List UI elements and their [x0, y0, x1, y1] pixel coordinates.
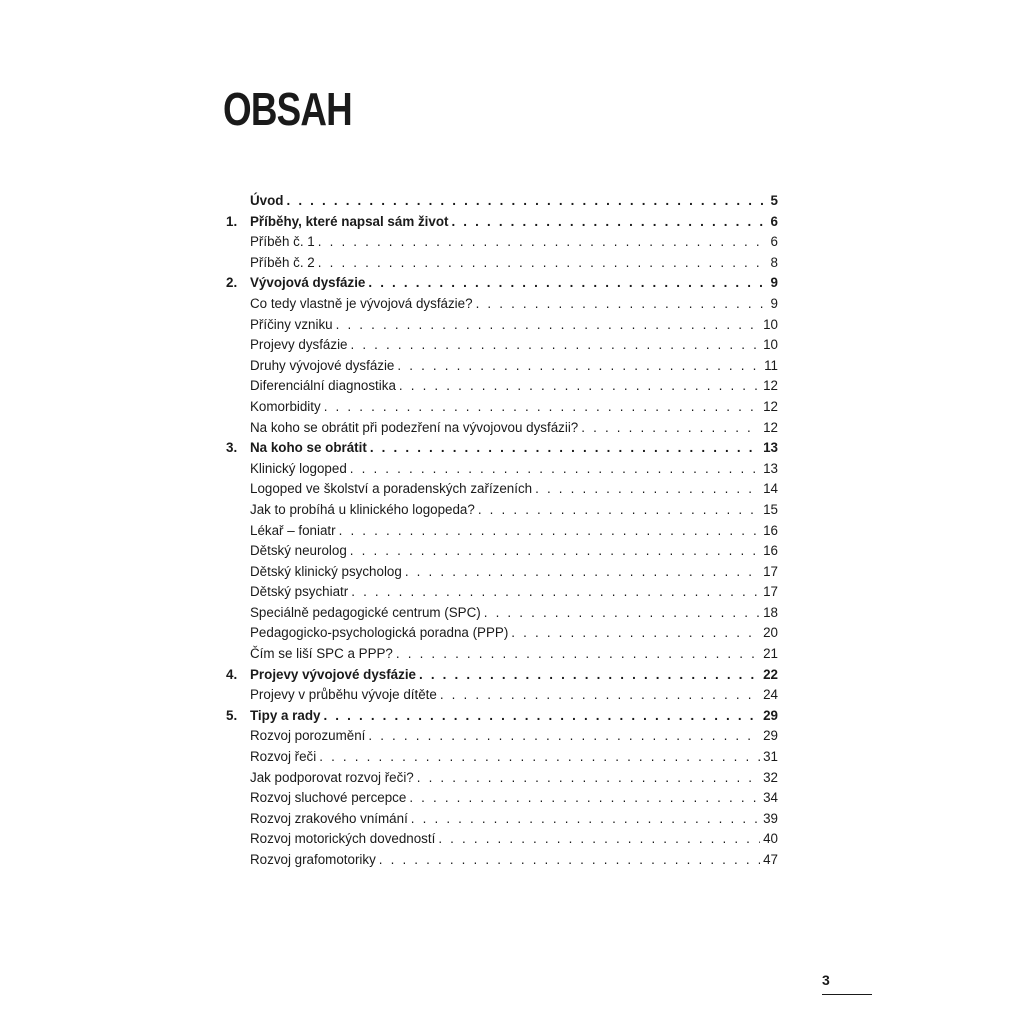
toc-entry-label: Rozvoj porozumění: [250, 728, 366, 744]
toc-page-number: 32: [763, 769, 778, 785]
toc-entry-label: Projevy dysfázie: [250, 337, 348, 353]
toc-dot-leader: [399, 376, 760, 397]
toc-entry-label: Úvod: [250, 193, 284, 208]
toc-page-number: 34: [763, 790, 778, 806]
toc-dot-leader: [478, 500, 760, 521]
toc-entry-label: Jak podporovat rozvoj řeči?: [250, 769, 414, 785]
toc-entry-label: Rozvoj zrakového vnímání: [250, 810, 408, 826]
toc-page-number: 12: [763, 378, 778, 394]
toc-chapter-row: [226, 438, 778, 459]
toc-entry-label: Rozvoj motorických dovedností: [250, 831, 436, 847]
toc-chapter-number: 1.: [226, 213, 238, 229]
toc-dot-leader: [411, 809, 760, 830]
toc-dot-leader: [318, 232, 768, 253]
toc-dot-leader: [351, 335, 761, 356]
toc-page-number: 13: [763, 460, 778, 476]
toc-entry-row: [226, 232, 778, 253]
toc-entry-label: Dětský klinický psycholog: [250, 563, 402, 579]
toc-chapter-row: [226, 273, 778, 294]
toc-dot-leader: [336, 315, 760, 336]
toc-dot-leader: [535, 479, 760, 500]
toc-entry-label: Komorbidity: [250, 398, 321, 414]
toc-chapter-number: 4.: [226, 666, 238, 682]
toc-entry-label: Příběh č. 2: [250, 254, 315, 270]
toc-chapter-number: 2.: [226, 275, 238, 291]
toc-entry-row: [226, 726, 778, 747]
toc-page-number: 22: [763, 666, 778, 682]
toc-entry-row: [226, 850, 778, 871]
toc-entry-label: Pedagogicko-psychologická poradna (PPP): [250, 625, 509, 641]
toc-entry-label: Na koho se obrátit při podezření na vývojovou dysfázii?: [250, 419, 579, 435]
page-number-rule: [822, 994, 872, 995]
toc-page-number: 15: [763, 501, 778, 517]
toc-entry-row: [226, 479, 778, 500]
toc-dot-leader: [318, 253, 768, 274]
toc-entry-row: [226, 521, 778, 542]
toc-entry-row: [226, 582, 778, 603]
toc-chapter-row: [226, 191, 778, 212]
toc-page-number: 10: [763, 316, 778, 332]
toc-dot-leader: [379, 850, 760, 871]
toc-page-number: 20: [763, 625, 778, 641]
toc-chapter-row: [226, 706, 778, 727]
toc-entry-row: [226, 315, 778, 336]
toc-entry-row: [226, 829, 778, 850]
toc-dot-leader: [440, 685, 760, 706]
toc-page-number: 17: [763, 584, 778, 600]
toc-page-number: 29: [763, 728, 778, 744]
toc-chapter-number: 3.: [226, 440, 238, 456]
toc-entry-row: [226, 376, 778, 397]
toc-entry-row: [226, 294, 778, 315]
toc-entry-label: Co tedy vlastně je vývojová dysfázie?: [250, 295, 473, 311]
toc-page-number: 47: [763, 852, 778, 867]
toc-page-number: 13: [763, 440, 778, 456]
toc-page-number: 40: [763, 831, 778, 847]
toc-dot-leader: [323, 706, 760, 727]
toc-page-number: 10: [763, 337, 778, 353]
toc-page-number: 12: [763, 419, 778, 435]
toc-entry-label: Projevy v průběhu vývoje dítěte: [250, 687, 437, 703]
toc-page-number: 16: [763, 522, 778, 538]
toc-page-number: 5: [770, 193, 778, 208]
toc-dot-leader: [368, 273, 767, 294]
toc-page-number: 9: [770, 275, 778, 291]
toc-entry-row: [226, 397, 778, 418]
toc-entry-row: [226, 603, 778, 624]
toc-page-number: 12: [763, 398, 778, 414]
toc-dot-leader: [350, 541, 760, 562]
toc-entry-row: [226, 253, 778, 274]
toc-page-number: 6: [770, 213, 778, 229]
toc-dot-leader: [351, 582, 760, 603]
toc-dot-leader: [350, 459, 760, 480]
toc-entry-label: Speciálně pedagogické centrum (SPC): [250, 604, 481, 620]
toc-entry-row: [226, 623, 778, 644]
toc-page-number: 31: [763, 749, 778, 765]
toc-entry-row: [226, 788, 778, 809]
toc-dot-leader: [396, 644, 760, 665]
toc-entry-label: Diferenciální diagnostika: [250, 378, 396, 394]
toc-entry-row: [226, 418, 778, 439]
toc-dot-leader: [419, 665, 760, 686]
toc-page-number: 29: [763, 707, 778, 723]
toc-entry-row: [226, 459, 778, 480]
toc-entry-label: Projevy vývojové dysfázie: [250, 666, 416, 682]
toc-dot-leader: [368, 726, 760, 747]
page-title: OBSAH: [223, 83, 352, 135]
toc-entry-row: [226, 562, 778, 583]
toc-page-number: 14: [763, 481, 778, 497]
toc-page-number: 11: [764, 357, 778, 373]
toc-dot-leader: [476, 294, 768, 315]
toc-entry-row: [226, 809, 778, 830]
toc-entry-row: [226, 685, 778, 706]
toc-entry-label: Druhy vývojové dysfázie: [250, 357, 395, 373]
toc-dot-leader: [417, 768, 760, 789]
toc-dot-leader: [405, 562, 760, 583]
toc-dot-leader: [397, 356, 761, 377]
toc-dot-leader: [438, 829, 760, 850]
toc-dot-leader: [324, 397, 760, 418]
toc-entry-label: Tipy a rady: [250, 707, 321, 723]
toc-entry-label: Rozvoj řeči: [250, 749, 317, 765]
toc-entry-label: Čím se liší SPC a PPP?: [250, 646, 393, 662]
toc-entry-label: Rozvoj sluchové percepce: [250, 790, 407, 806]
toc-chapter-row: [226, 665, 778, 686]
toc-dot-leader: [286, 191, 767, 212]
toc-entry-row: [226, 644, 778, 665]
toc-page-number: 17: [763, 563, 778, 579]
toc-dot-leader: [484, 603, 760, 624]
toc-dot-leader: [409, 788, 760, 809]
toc-page-number: 24: [763, 687, 778, 703]
toc-page-number: 21: [763, 646, 778, 662]
toc-entry-label: Lékař – foniatr: [250, 522, 336, 538]
toc-entry-row: [226, 747, 778, 768]
toc-entry-row: [226, 335, 778, 356]
toc-entry-label: Příčiny vzniku: [250, 316, 333, 332]
toc-entry-label: Příběh č. 1: [250, 234, 315, 250]
toc-entry-label: Dětský psychiatr: [250, 584, 349, 600]
toc-dot-leader: [339, 521, 760, 542]
toc-dot-leader: [451, 212, 767, 233]
toc-entry-label: Příběhy, které napsal sám život: [250, 213, 449, 229]
toc-chapter-number: 5.: [226, 707, 238, 723]
toc-entry-label: Klinický logoped: [250, 460, 347, 476]
toc-dot-leader: [581, 418, 760, 439]
toc-entry-label: Vývojová dysfázie: [250, 275, 366, 291]
toc-page-number: 18: [763, 604, 778, 620]
table-of-contents: [226, 191, 778, 871]
toc-page-number: 9: [770, 295, 778, 311]
toc-dot-leader: [319, 747, 760, 768]
toc-dot-leader: [370, 438, 760, 459]
toc-entry-row: [226, 541, 778, 562]
toc-chapter-row: [226, 212, 778, 233]
toc-entry-label: Dětský neurolog: [250, 543, 347, 559]
toc-entry-label: Logoped ve školství a poradenských zařízeních: [250, 481, 533, 497]
toc-page-number: 6: [770, 234, 778, 250]
toc-page-number: 16: [763, 543, 778, 559]
toc-page-number: 8: [770, 254, 778, 270]
toc-entry-label: Na koho se obrátit: [250, 440, 367, 456]
toc-page-number: 39: [763, 810, 778, 826]
toc-dot-leader: [511, 623, 760, 644]
toc-entry-row: [226, 356, 778, 377]
toc-entry-label: Jak to probíhá u klinického logopeda?: [250, 501, 475, 517]
page-number: 3: [822, 972, 830, 988]
toc-entry-row: [226, 768, 778, 789]
toc-entry-label: Rozvoj grafomotoriky: [250, 852, 376, 867]
toc-entry-row: [226, 500, 778, 521]
